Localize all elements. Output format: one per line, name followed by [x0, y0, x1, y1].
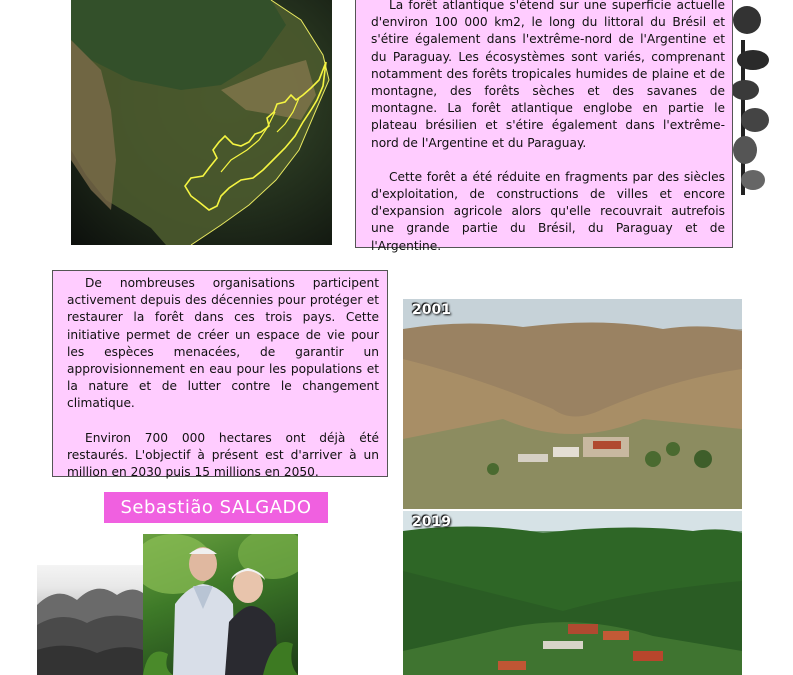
salgado-portrait-photo: [143, 534, 298, 675]
year-label-2001: 2001: [412, 302, 451, 318]
atlantic-forest-description: [355, 0, 733, 253]
bw-forest-svg: [37, 565, 143, 675]
description-paragraph-1: La forêt atlantique s'étend sur une superficie actuelle d'environ 100 000 km2, le long du littoral du Brésil et s'étire également dans l'extrême-nord de l'Argentine et du Paraguay. Les écosystèmes sont variés, comprenant notamment des forêts tropicales humides de plaine et de montagne, des forêts sèches et des savanes de montagne. La forêt atlantique englobe en partie le plateau brésilien et s'étire également dans l'extrême-nord de l'Argentine et du Paraguay.: [371, 0, 725, 150]
photo-2001-svg: [403, 299, 742, 509]
bw-forest-photo: [37, 565, 143, 675]
landscape-photo-2019: [403, 511, 742, 675]
restoration-paragraph-2: Environ 700 000 hectares ont déjà été restaurés. L'objectif à présent est d'arriver à un million en 2030 puis 15 millions en 2050.: [67, 430, 379, 480]
description-paragraph-2: Cette forêt a été réduite en fragments par des siècles d'exploitation, de constructions de villes et encore d'expansion agricole alors qu'elle recouvrait autrefois une grande partie du Brésil, du Paraguay et de l'Argentine.: [371, 169, 725, 253]
atlantic-forest-map: [71, 0, 332, 245]
year-label-2019: 2019: [412, 514, 451, 530]
photo-2019-svg: [403, 511, 742, 675]
restoration-description: [52, 270, 388, 480]
photographer-name-banner: Sebastião SALGADO: [104, 492, 328, 523]
restoration-paragraph-1: De nombreuses organisations participent activement depuis des décennies pour protéger et restaurer la forêt dans ces trois pays. Cette initiative permet de créer un espace de vie pour les espèces menacées, de garantir un approvisionnement en eau pour les populations et la nature et de lutter contre le changement climatique.: [67, 276, 379, 411]
map-svg: [71, 0, 332, 245]
landscape-photo-2001: [403, 299, 742, 509]
araucaria-tree-photo: [733, 0, 793, 195]
tree-svg: [733, 0, 793, 195]
portrait-svg: [143, 534, 298, 675]
